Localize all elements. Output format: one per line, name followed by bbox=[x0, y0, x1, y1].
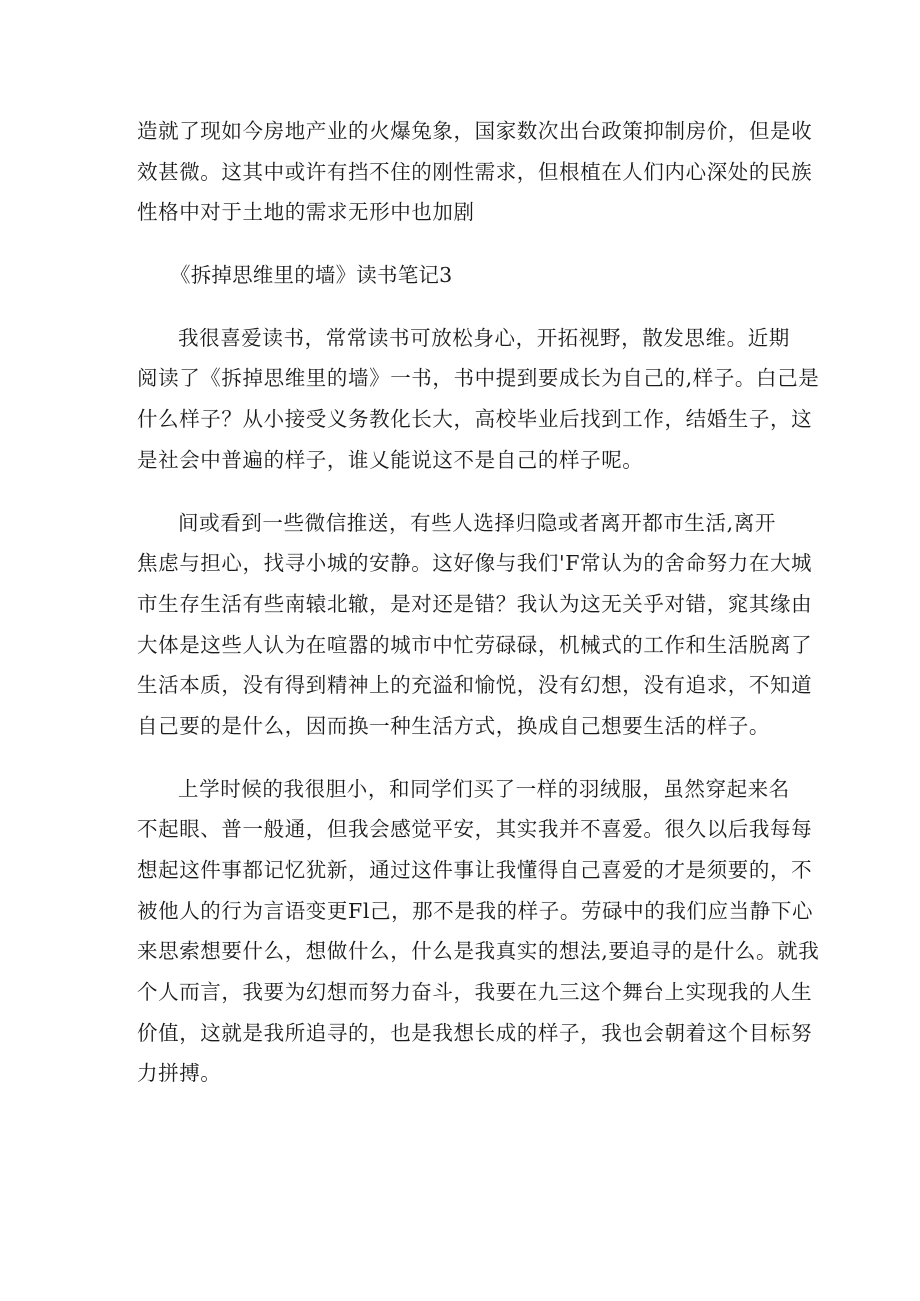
document-body bbox=[137, 111, 820, 1094]
paragraph-line: 是社会中普遍的样子，谁乂能说这不是自己的样子呢。 bbox=[137, 447, 644, 472]
paragraph-4 bbox=[137, 769, 820, 1095]
paragraph-line: 间或看到一些微信推送，有些人选择归隐或者离开都市生活,离开 bbox=[178, 510, 776, 535]
section-heading: 《拆掉思维里的墙》读书笔记3 bbox=[170, 263, 453, 288]
paragraph-line: 性格中对于土地的需求无形中也加剧 bbox=[137, 200, 475, 225]
paragraph-2 bbox=[137, 318, 820, 481]
paragraph-line: 焦虑与担心，找寻小城的安静。这好像与我们'F常认为的舍命努力在大城 bbox=[137, 551, 813, 576]
paragraph-line: 价值，这就是我所追寻的，也是我想长成的样子，我也会朝着这个目标努 bbox=[137, 1020, 813, 1045]
paragraph-line: 个人而言，我要为幻想而努力奋斗，我要在九三这个舞台上实现我的人生 bbox=[137, 980, 813, 1005]
paragraph-line: 来思索想要什么，想做什么，什么是我真实的想法,要追寻的是什么。就我 bbox=[137, 939, 820, 964]
paragraph-line: 被他人的行为言语变更Fl己，那不是我的样子。劳碌中的我们应当静下心 bbox=[137, 898, 814, 923]
paragraph-line: 自己要的是什么，因而换一种生活方式，换成自己想要生活的样子。 bbox=[137, 713, 770, 738]
paragraph-3 bbox=[137, 503, 813, 747]
paragraph-line: 大体是这些人认为在喧嚣的城市中忙劳碌碌，机械式的工作和生活脱离了 bbox=[137, 632, 813, 657]
paragraph-line: 我很喜爱读书，常常读书可放松身心，开拓视野，散发思维。近期 bbox=[178, 325, 790, 350]
paragraph-line: 市生存生活有些南辕北辙，是对还是错？我认为这无关乎对错，窕其缘由 bbox=[137, 591, 813, 616]
paragraph-line: 力拼搏。 bbox=[137, 1061, 222, 1086]
paragraph-line: 阅读了《拆掉思维里的墙》一书，书中提到要成长为自己的,样子。白己是 bbox=[137, 366, 820, 391]
paragraph-1 bbox=[137, 111, 813, 233]
paragraph-line: 什么样子？从小接受义务教化长大，高校毕业后找到工作，结婚生子，这 bbox=[137, 407, 813, 432]
paragraph-line: 想起这件事都记忆犹新，通过这件事让我懂得自己喜爱的才是须要的，不 bbox=[137, 858, 813, 882]
paragraph-line: 效甚微。这其中或许有挡不住的刚性需求，但根植在人们内心深处的民族 bbox=[137, 159, 813, 184]
paragraph-line: 上学时候的我很胆小，和同学们买了一样的羽绒服，虽然穿起来名 bbox=[178, 776, 790, 801]
paragraph-line: 造就了现如今房地产业的火爆兔象，国家数次出台政策抑制房价，但是收 bbox=[137, 119, 813, 143]
paragraph-line: 不起眼、普一般通，但我会感觉平安，其实我并不喜爱。很久以后我每每 bbox=[137, 817, 813, 842]
paragraph-line: 生活本质，没有得到精神上的充溢和愉悦，没有幻想，没有追求，不知道 bbox=[137, 673, 813, 698]
